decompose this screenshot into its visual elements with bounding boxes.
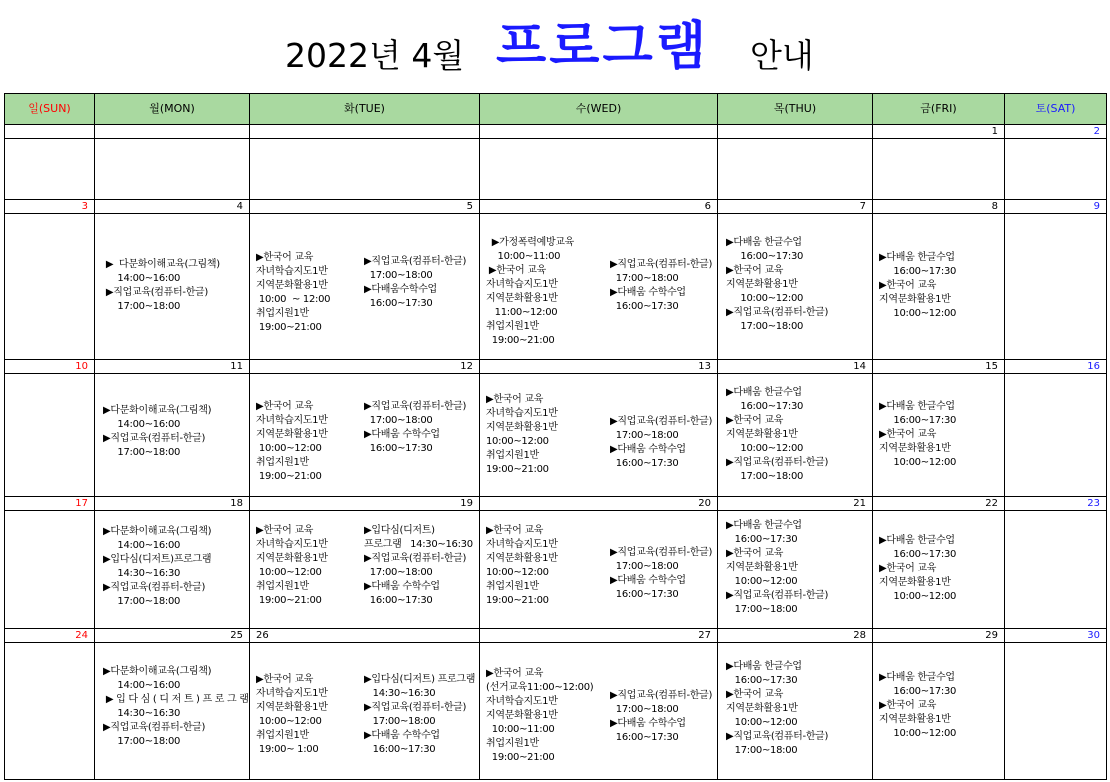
schedule-cell-mon [95,643,250,780]
date-number-thu: 21 [718,497,873,511]
schedule-text: ▶한국어 교육 자녀학습지도1반 지역문화활용1반 10:00 ~ 12:00 취업지원1반 19:00~21:00 [256,252,331,333]
schedule-text: ▶한국어 교육 자녀학습지도1반 지역문화활용1반 10:00~12:00 취업지원1반 19:00~21:00 [486,394,558,475]
date-number-tue: 5 [250,200,480,214]
schedule-text: ▶다배움 한글수업 16:00~17:30 ▶한국어 교육 지역문화활용1반 10:00~12:00 [879,252,957,319]
date-number-thu: 28 [718,629,873,643]
schedule-cell-sat [1005,511,1107,629]
weekday-header-thu: 목(THU) [718,94,873,125]
schedule-cell-mon [95,374,250,497]
schedule-cell-wed [480,214,718,360]
schedule-text: ▶다배움 한글수업 16:00~17:30 ▶한국어 교육 지역문화활용1반 10:00~12:00 [879,535,957,602]
schedule-text: ▶다배움 한글수업 16:00~17:30 ▶한국어 교육 지역문화활용1반 10:00~12:00 ▶직업교육(컴퓨터-한글) 17:00~18:00 [726,661,829,756]
date-row [5,629,1107,643]
date-number-wed: 20 [480,497,718,511]
schedule-text: ▶다문화이해교육(그림책) 14:00~16:00 ▶ 입 다 심 ( 디 저 트 ) 프 로 그 램 14:30~16:30 ▶직업교육(컴퓨터-한글) 17:00~18:00 [103,666,249,747]
weekday-header-tue: 화(TUE) [250,94,480,125]
date-row [5,200,1107,214]
date-number-mon: 4 [95,200,250,214]
schedule-cell-mon [95,511,250,629]
schedule-cell-wed [480,139,718,200]
schedule-cell-sun [5,643,95,780]
schedule-text: ▶입다심(디저트) 프로그램 14:30~16:30 ▶직업교육(컴퓨터-한글) 17:00~18:00 ▶다배움 수학수업 16:00~17:30 [364,525,473,606]
schedule-cell-sat [1005,643,1107,780]
schedule-cell-tue [250,139,480,200]
schedule-cell-thu [718,643,873,780]
schedule-cell-sun [5,139,95,200]
schedule-cell-fri [873,214,1005,360]
date-number-sat: 9 [1005,200,1107,214]
schedule-text: ▶직업교육(컴퓨터-한글) 17:00~18:00 ▶다배움 수학수업 16:00~17:30 [610,547,713,600]
schedule-cell-sat [1005,139,1107,200]
weekday-header-fri: 금(FRI) [873,94,1005,125]
date-number-fri: 29 [873,629,1005,643]
schedule-text: ▶직업교육(컴퓨터-한글) 17:00~18:00 ▶다배움 수학수업 16:00~17:30 [610,690,713,743]
date-number-tue [250,125,480,139]
schedule-row [5,643,1107,780]
schedule-cell-fri [873,139,1005,200]
date-number-wed: 13 [480,360,718,374]
schedule-text: ▶다배움 한글수업 16:00~17:30 ▶한국어 교육 지역문화활용1반 10:00~12:00 ▶직업교육(컴퓨터-한글) 17:00~18:00 [726,387,829,482]
title-year-month: 2022년 4월 [285,36,465,75]
schedule-cell-wed [480,374,718,497]
schedule-cell-sat [1005,374,1107,497]
schedule-text: ▶한국어 교육 자녀학습지도1반 지역문화활용1반 10:00~12:00 취업지원1반 19:00~21:00 [256,525,328,606]
schedule-cell-tue [250,643,480,780]
schedule-text: ▶입다심(디저트) 프로그램 14:30~16:30 ▶직업교육(컴퓨터-한글) 17:00~18:00 ▶다배움 수학수업 16:00~17:30 [364,674,476,755]
schedule-text: ▶직업교육(컴퓨터-한글) 17:00~18:00 ▶다배움수학수업 16:00~17:30 [364,256,467,309]
date-number-mon: 25 [95,629,250,643]
schedule-cell-mon [95,139,250,200]
title-highlight: 프로그램 [496,17,709,77]
schedule-text: ▶ 다문화이해교육(그림책) 14:00~16:00 ▶직업교육(컴퓨터-한글) 17:00~18:00 [105,259,220,312]
date-number-wed [480,125,718,139]
date-number-sun: 3 [5,200,95,214]
schedule-cell-sat [1005,214,1107,360]
date-number-sun [5,125,95,139]
schedule-cell-wed [480,511,718,629]
date-number-tue: 26 [250,629,480,643]
schedule-text: ▶직업교육(컴퓨터-한글) 17:00~18:00 ▶다배움 수학수업 16:00~17:30 [364,401,467,454]
weekday-header-row [5,94,1107,125]
date-number-mon [95,125,250,139]
weekday-header-mon: 월(MON) [95,94,250,125]
schedule-text: ▶한국어 교육 자녀학습지도1반 지역문화활용1반 10:00~12:00 취업지원1반 19:00~21:00 [256,401,328,482]
date-number-thu: 14 [718,360,873,374]
date-row [5,360,1107,374]
date-number-mon: 11 [95,360,250,374]
schedule-text: ▶다문화이해교육(그림책) 14:00~16:00 ▶입다심(디저트)프로그램 14:30~16:30 ▶직업교육(컴퓨터-한글) 17:00~18:00 [103,526,212,607]
weekday-header-sat: 토(SAT) [1005,94,1107,125]
date-number-sun: 10 [5,360,95,374]
schedule-cell-sun [5,214,95,360]
date-number-sun: 17 [5,497,95,511]
schedule-text: ▶한국어 교육 자녀학습지도1반 지역문화활용1반 10:00~12:00 취업지원1반 19:00~21:00 [486,525,558,606]
date-number-fri: 22 [873,497,1005,511]
date-number-sat: 16 [1005,360,1107,374]
date-number-sat: 30 [1005,629,1107,643]
schedule-row [5,374,1107,497]
calendar-table [4,93,1107,780]
schedule-text: ▶직업교육(컴퓨터-한글) 17:00~18:00 ▶다배움 수학수업 16:00~17:30 [610,416,713,469]
schedule-cell-thu [718,214,873,360]
schedule-text: ▶다배움 한글수업 16:00~17:30 ▶한국어 교육 지역문화활용1반 10:00~12:00 ▶직업교육(컴퓨터-한글) 17:00~18:00 [726,520,829,615]
date-number-wed: 27 [480,629,718,643]
page-header [0,0,1110,92]
schedule-text: ▶가정폭력예방교육 10:00~11:00 ▶한국어 교육 자녀학습지도1반 지역문화활용1반 11:00~12:00 취업지원1반 19:00~21:00 [486,237,575,346]
date-number-tue: 19 [250,497,480,511]
date-number-tue: 12 [250,360,480,374]
date-number-thu: 7 [718,200,873,214]
schedule-text: ▶다배움 한글수업 16:00~17:30 ▶한국어 교육 지역문화활용1반 10:00~12:00 [879,401,957,468]
schedule-cell-sun [5,511,95,629]
date-number-thu [718,125,873,139]
date-number-wed: 6 [480,200,718,214]
weekday-header-wed: 수(WED) [480,94,718,125]
schedule-text: ▶다배움 한글수업 16:00~17:30 ▶한국어 교육 지역문화활용1반 10:00~12:00 [879,672,957,739]
schedule-text: ▶다문화이해교육(그림책) 14:00~16:00 ▶직업교육(컴퓨터-한글) 17:00~18:00 [103,405,212,458]
schedule-row [5,139,1107,200]
schedule-cell-thu [718,139,873,200]
schedule-cell-mon [95,214,250,360]
date-number-fri: 15 [873,360,1005,374]
date-number-fri: 8 [873,200,1005,214]
schedule-cell-wed [480,643,718,780]
schedule-text: ▶한국어 교육 (선거교육11:00~12:00) 자녀학습지도1반 지역문화활용1반 10:00~11:00 취업지원1반 19:00~21:00 [486,668,594,763]
schedule-cell-thu [718,511,873,629]
schedule-cell-tue [250,511,480,629]
title-suffix: 안내 [750,36,814,75]
schedule-cell-tue [250,374,480,497]
schedule-cell-fri [873,643,1005,780]
date-number-sun: 24 [5,629,95,643]
schedule-cell-tue [250,214,480,360]
schedule-text: ▶직업교육(컴퓨터-한글) 17:00~18:00 ▶다배움 수학수업 16:00~17:30 [610,259,713,312]
date-number-sat: 2 [1005,125,1107,139]
schedule-row [5,214,1107,360]
schedule-cell-sun [5,374,95,497]
date-number-sat: 23 [1005,497,1107,511]
date-number-fri: 1 [873,125,1005,139]
date-number-mon: 18 [95,497,250,511]
schedule-text: ▶한국어 교육 자녀학습지도1반 지역문화활용1반 10:00~12:00 취업지원1반 19:00~ 1:00 [256,674,328,755]
date-row [5,497,1107,511]
schedule-cell-fri [873,374,1005,497]
schedule-cell-fri [873,511,1005,629]
schedule-text: ▶다배움 한글수업 16:00~17:30 ▶한국어 교육 지역문화활용1반 10:00~12:00 ▶직업교육(컴퓨터-한글) 17:00~18:00 [726,237,829,332]
date-row [5,125,1107,139]
weekday-header-sun: 일(SUN) [5,94,95,125]
schedule-row [5,511,1107,629]
schedule-cell-thu [718,374,873,497]
